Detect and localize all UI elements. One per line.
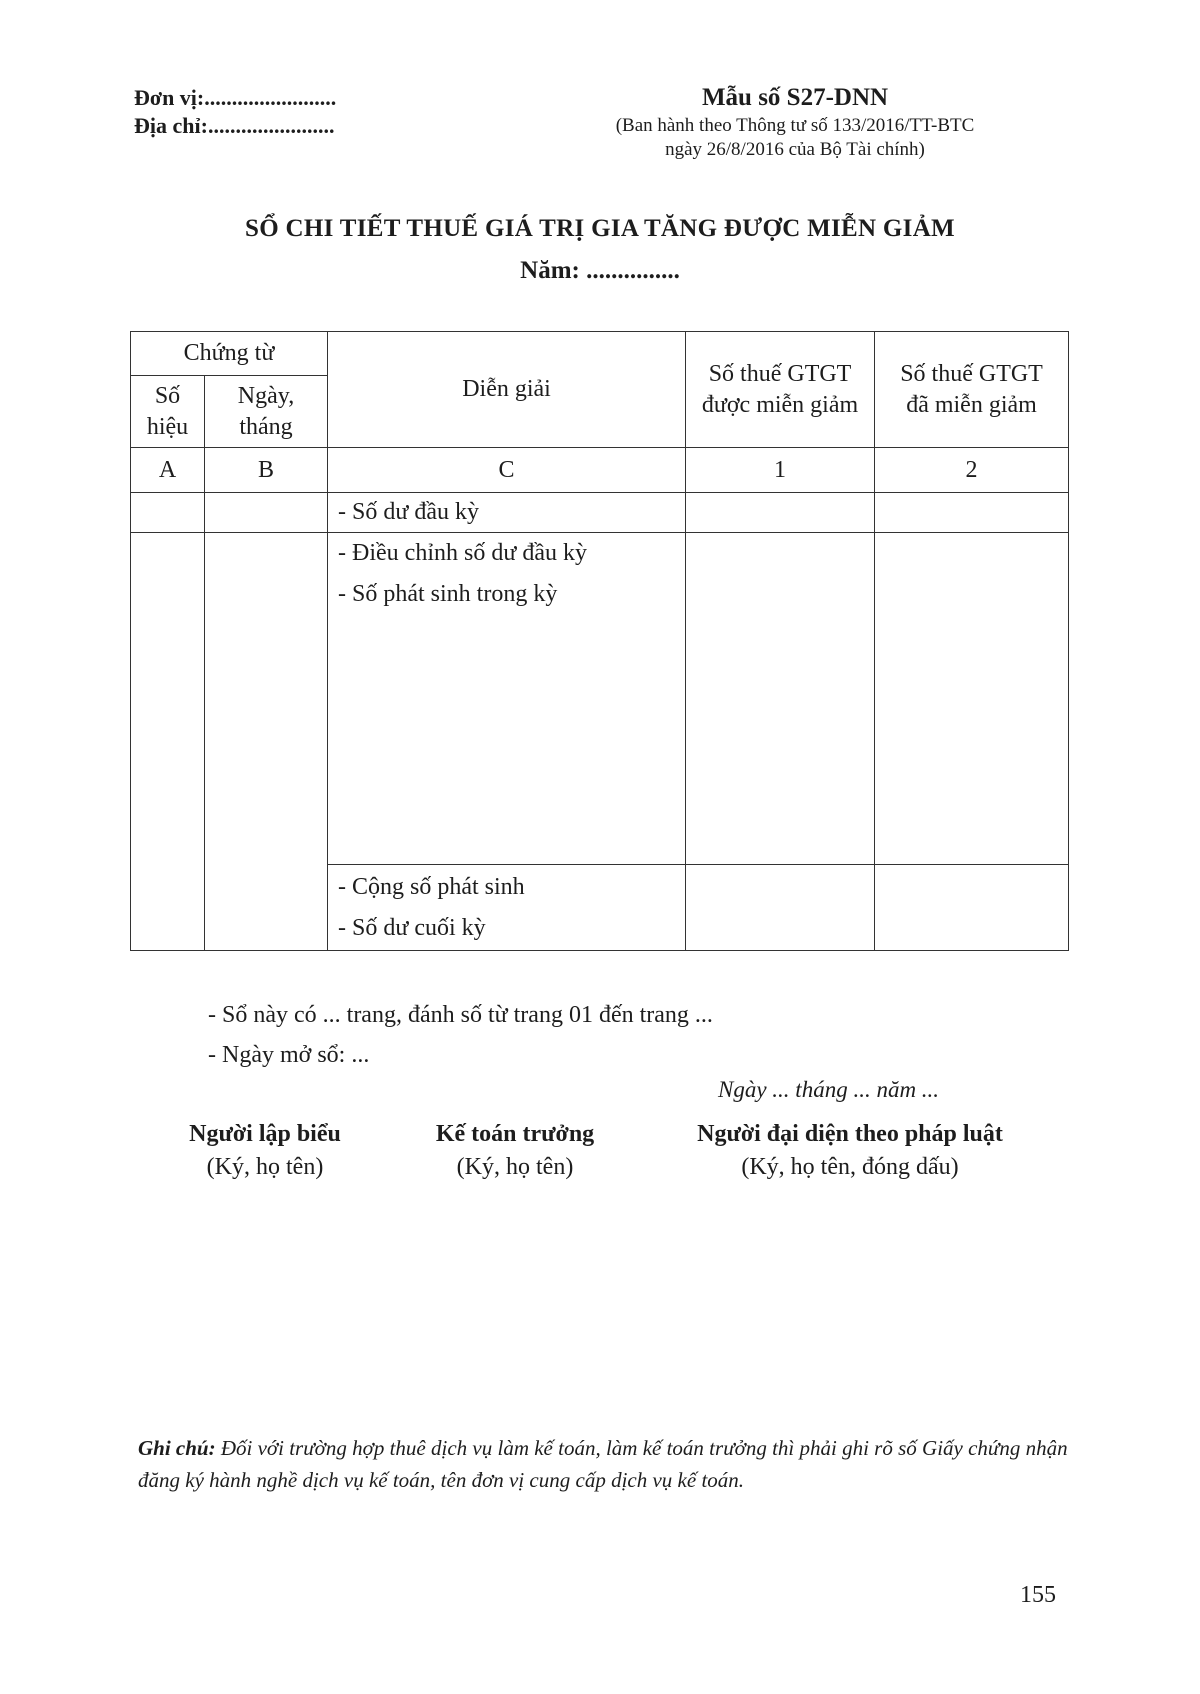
code-c: C	[328, 448, 686, 493]
signature-note: (Ký, họ tên, đóng dấu)	[741, 1154, 959, 1180]
totals-block	[328, 865, 686, 951]
closing-balance-label: - Số dư cuối kỳ	[338, 914, 486, 941]
signature-role: Người lập biểu	[189, 1121, 341, 1147]
exempt-vat-header: Số thuế GTGT được miễn giảm	[686, 332, 875, 448]
body-rows	[131, 533, 1069, 865]
cell-empty	[686, 533, 875, 865]
code-a: A	[131, 448, 205, 493]
signing-date: Ngày ... tháng ... năm ...	[718, 1077, 940, 1102]
arising-label: - Số phát sinh trong kỳ	[338, 581, 558, 607]
ledger-table	[130, 331, 1069, 951]
code-row	[131, 448, 1069, 493]
reduced-vat-header: Số thuế GTGT đã miễn giảm	[875, 332, 1069, 448]
cell-empty	[686, 493, 875, 533]
voucher-number-header: Số hiệu	[131, 376, 205, 448]
cell-empty	[205, 533, 328, 951]
signature-legal-representative	[660, 1118, 1040, 1184]
signature-note: (Ký, họ tên)	[456, 1154, 574, 1180]
address-label: Địa chỉ:.......................	[134, 113, 335, 138]
signature-preparer	[150, 1118, 380, 1184]
cell-empty	[875, 865, 1069, 951]
opening-balance-row	[131, 493, 1069, 533]
form-number: Mẫu số S27-DNN	[701, 84, 889, 111]
cell-empty	[686, 865, 875, 951]
footnote-text: Đối với trường hợp thuê dịch vụ làm kế toán, làm kế toán trưởng thì phải ghi rõ số Giấy chứng nhận đăng ký hành nghề dịch vụ kế toán, tên đơn vị cung cấp dịch vụ kế toán.	[138, 1436, 1068, 1492]
footnote-label: Ghi chú:	[138, 1436, 216, 1460]
signature-role: Người đại diện theo pháp luật	[697, 1121, 1003, 1147]
document-title: SỔ CHI TIẾT THUẾ GIÁ TRỊ GIA TĂNG ĐƯỢC MIỄN GIẢM	[245, 215, 955, 242]
open-date-note: - Ngày mở sổ: ...	[208, 1042, 370, 1068]
cell-empty	[131, 533, 205, 951]
opening-balance-label: - Số dư đầu kỳ	[328, 493, 686, 533]
unit-label: Đơn vị:........................	[134, 85, 337, 110]
voucher-group-header: Chứng từ	[131, 332, 328, 376]
cell-empty	[205, 493, 328, 533]
code-2: 2	[875, 448, 1069, 493]
form-info-block	[560, 82, 1030, 162]
issued-by-line-2: ngày 26/8/2016 của Bộ Tài chính)	[665, 139, 925, 160]
description-header: Diễn giải	[328, 332, 686, 448]
total-arising-label: - Cộng số phát sinh	[338, 873, 525, 900]
voucher-date-header: Ngày, tháng	[205, 376, 328, 448]
signature-chief-accountant	[400, 1118, 630, 1184]
header-row-1	[131, 332, 1069, 376]
arising-block	[328, 533, 686, 865]
header-unit-block	[134, 84, 336, 140]
code-b: B	[205, 448, 328, 493]
signature-note: (Ký, họ tên)	[206, 1154, 324, 1180]
adjust-opening-label: - Điều chỉnh số dư đầu kỳ	[338, 540, 587, 566]
cell-empty	[875, 533, 1069, 865]
page-count-note: - Sổ này có ... trang, đánh số từ trang 01 đến trang ...	[208, 1002, 713, 1028]
ledger-notes	[208, 995, 713, 1075]
year-line: Năm: ...............	[520, 257, 680, 284]
code-1: 1	[686, 448, 875, 493]
cell-empty	[131, 493, 205, 533]
page-number: 155	[1020, 1582, 1056, 1608]
issued-by-line-1: (Ban hành theo Thông tư số 133/2016/TT-BTC	[615, 115, 975, 136]
cell-empty	[875, 493, 1069, 533]
footnote	[138, 1432, 1078, 1496]
signature-role: Kế toán trưởng	[435, 1121, 595, 1147]
